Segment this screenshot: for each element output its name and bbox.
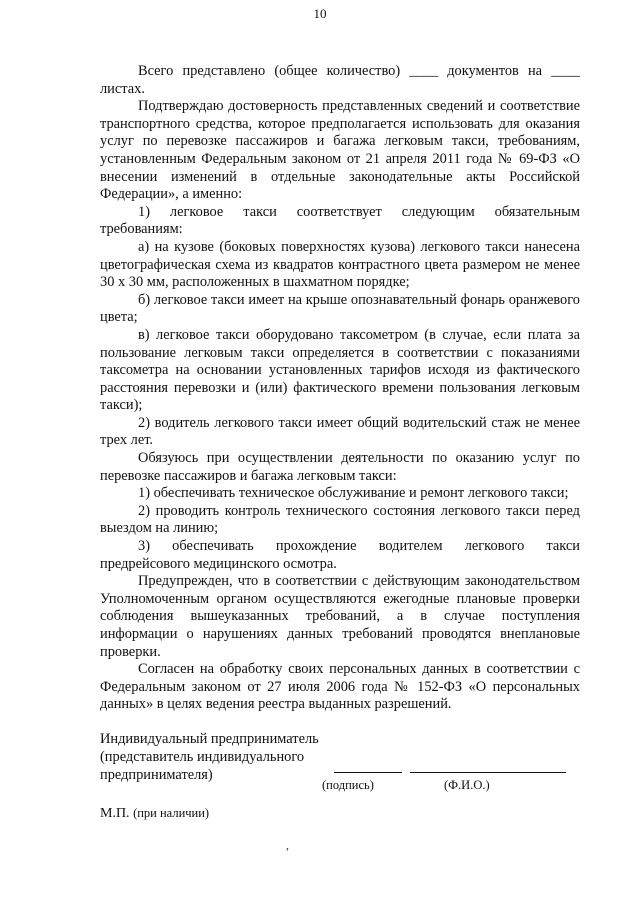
- stamp-placeholder: [100, 806, 209, 822]
- paragraph-obligation-2: 2) проводить контроль технического состояния легкового такси перед выездом на линию;: [100, 502, 580, 537]
- page-number: 10: [313, 6, 327, 21]
- paragraph-obligations: Обязуюсь при осуществлении деятельности по оказанию услуг по перевозке пассажиров и багажа легковым такси:: [100, 450, 580, 484]
- stamp-note: (при наличии): [133, 806, 210, 820]
- paragraph-requirement-a: а) на кузове (боковых поверхностях кузова) легкового такси нанесена цветографическая схема из квадратов контрастного цвета размером не менее 30 х 30 мм, расположенных в шахматном порядке;: [100, 238, 580, 291]
- signatory-role-line: (представитель индивидуального: [100, 749, 305, 765]
- signatory-role-line: предпринимателя): [100, 767, 213, 783]
- signature-line[interactable]: [334, 772, 402, 773]
- full-name-line[interactable]: [410, 772, 566, 773]
- paragraph-consent: Согласен на обработку своих персональных данных в соответствии с Федеральным законом от 27 июля 2006 года № 152-ФЗ «О персональных данных» в целях ведения реестра выданных разрешений.: [100, 661, 580, 713]
- paragraph-taxi-requirements: 1) легковое такси соответствует следующим обязательным требованиям:: [100, 203, 580, 238]
- paragraph-warning: Предупрежден, что в соответствии с действующим законодательством Уполномоченным органом осуществляются ежегодные плановые проверки соблюдения вышеуказанных требований, а в случае поступления информации о нарушениях данных требований проводятся внеплановые проверки.: [100, 573, 580, 660]
- paragraph-requirement-b: б) легковое такси имеет на крыше опознавательный фонарь оранжевого цвета;: [100, 291, 580, 326]
- paragraph-requirement-c: в) легковое такси оборудовано таксометром (в случае, если плата за пользование легковым такси определяется в соответствии с показаниями таксометра на основании установленных тарифов исходя из фактического расстояния перевозки и (или) фактического времени пользования легковым такси);: [100, 326, 580, 414]
- signature-caption: (подпись): [322, 778, 374, 792]
- paragraph-driver-experience: 2) водитель легкового такси имеет общий водительский стаж не менее трех лет.: [100, 414, 580, 449]
- paragraph-obligation-3: 3) обеспечивать прохождение водителем легкового такси предрейсового медицинского осмотра.: [100, 538, 580, 572]
- paragraph-documents-count: Всего представлено (общее количество) ____ документов на ____ листах.: [100, 63, 580, 97]
- signatory-role: [100, 730, 319, 784]
- document-body: [100, 63, 580, 714]
- signatory-role-line: Индивидуальный предприниматель: [100, 731, 319, 747]
- paragraph-obligation-1: 1) обеспечивать техническое обслуживание и ремонт легкового такси;: [138, 485, 569, 502]
- full-name-caption: (Ф.И.О.): [444, 778, 490, 792]
- stamp-label: М.П.: [100, 806, 130, 821]
- stray-mark: ,: [286, 838, 289, 852]
- paragraph-confirmation: Подтверждаю достоверность представленных сведений и соответствие транспортного средства, которое предполагается использовать для оказания услуг по перевозке пассажиров и багажа легковым такси, требованиям, установленным Федеральным законом от 21 апреля 2011 года № 69-ФЗ «О внесении изменений в отдельные законодательные акты Российской Федерации», а именно:: [100, 98, 580, 203]
